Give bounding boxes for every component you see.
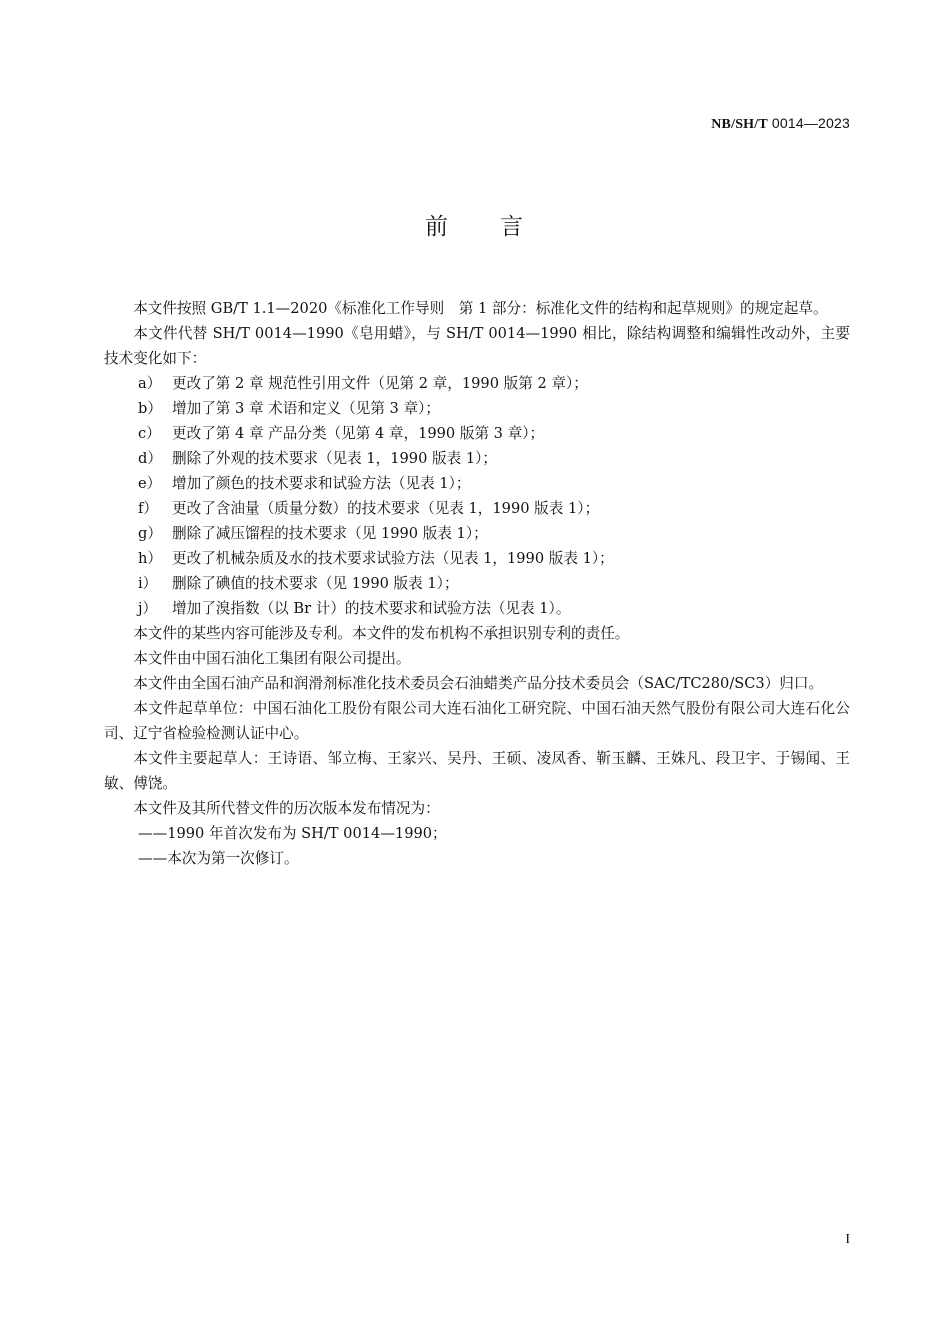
page-title <box>0 208 950 241</box>
change-item-a <box>104 371 850 396</box>
paragraph-proposer: 本文件由中国石油化工集团有限公司提出。 <box>133 650 411 667</box>
change-mark: d） <box>138 450 162 467</box>
change-mark: a） <box>138 375 162 392</box>
change-text: 增加了溴指数（以 Br 计）的技术要求和试验方法（见表 1）。 <box>172 600 571 617</box>
change-text: 更改了机械杂质及水的技术要求试验方法（见表 1，1990 版表 1）； <box>172 550 614 567</box>
change-item-e <box>104 471 850 496</box>
change-mark: b） <box>138 400 162 417</box>
title-char-1: 前 <box>425 214 450 240</box>
change-mark: j） <box>138 600 158 617</box>
paragraph-drafting-rule: 本文件按照 GB/T 1.1—2020《标准化工作导则 第 1 部分：标准化文件的结构和起草规则》的规定起草。 <box>133 300 828 317</box>
change-mark: g） <box>138 525 162 542</box>
paragraph-replacement: 本文件代替 SH/T 0014—1990《皂用蜡》，与 SH/T 0014—1990 相比，除结构调整和编辑性改动外，主要技术变化如下： <box>104 325 850 367</box>
change-text: 增加了第 3 章 术语和定义（见第 3 章）； <box>172 400 440 417</box>
history-item-1: ——1990 年首次发布为 SH/T 0014—1990； <box>138 825 447 842</box>
change-item-d <box>104 446 850 471</box>
change-item-g <box>104 521 850 546</box>
change-mark: f） <box>138 500 158 517</box>
change-item-i <box>104 571 850 596</box>
change-item-j <box>104 596 850 621</box>
change-mark: i） <box>138 575 158 592</box>
change-text: 删除了减压馏程的技术要求（见 1990 版表 1）； <box>172 525 488 542</box>
change-mark: h） <box>138 550 162 567</box>
change-text: 增加了颜色的技术要求和试验方法（见表 1）； <box>172 475 471 492</box>
change-item-b <box>104 396 850 421</box>
change-item-c <box>104 421 850 446</box>
paragraph-patent: 本文件的某些内容可能涉及专利。本文件的发布机构不承担识别专利的责任。 <box>133 625 630 642</box>
change-mark: e） <box>138 475 162 492</box>
change-text: 删除了外观的技术要求（见表 1，1990 版表 1）； <box>172 450 498 467</box>
title-char-2: 言 <box>500 214 525 240</box>
paragraph-drafting-units: 本文件起草单位：中国石油化工股份有限公司大连石油化工研究院、中国石油天然气股份有限公司大连石化公司、辽宁省检验检测认证中心。 <box>104 700 850 742</box>
paragraph-drafters: 本文件主要起草人：王诗语、邹立梅、王家兴、吴丹、王硕、凌凤香、靳玉麟、王姝凡、段卫宇、于锡闻、王敏、傅饶。 <box>104 750 850 792</box>
change-text: 更改了含油量（质量分数）的技术要求（见表 1，1990 版表 1）； <box>172 500 600 517</box>
change-text: 更改了第 4 章 产品分类（见第 4 章，1990 版第 3 章）； <box>172 425 545 442</box>
page-number: I <box>845 1232 850 1247</box>
paragraph-committee: 本文件由全国石油产品和润滑剂标准化技术委员会石油蜡类产品分技术委员会（SAC/TC280/SC3）归口。 <box>133 675 824 692</box>
standard-code-prefix: NB/SH/T <box>711 117 768 132</box>
standard-code <box>711 115 850 133</box>
change-mark: c） <box>138 425 161 442</box>
change-item-h <box>104 546 850 571</box>
history-item-2: ——本次为第一次修订。 <box>138 850 299 867</box>
change-text: 删除了碘值的技术要求（见 1990 版表 1）； <box>172 575 459 592</box>
change-item-f <box>104 496 850 521</box>
change-text: 更改了第 2 章 规范性引用文件（见第 2 章，1990 版第 2 章）； <box>172 375 588 392</box>
foreword-body <box>104 296 850 871</box>
standard-code-number: 0014—2023 <box>771 115 850 131</box>
paragraph-history-intro: 本文件及其所代替文件的历次版本发布情况为： <box>133 800 440 817</box>
